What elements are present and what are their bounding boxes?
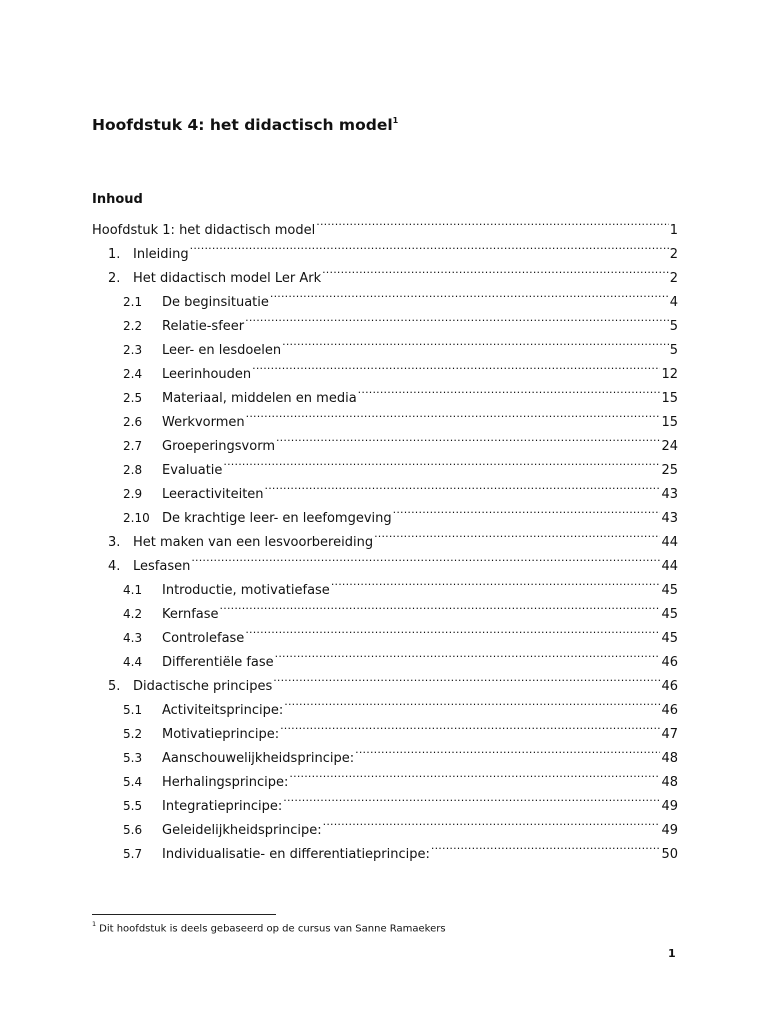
toc-entry-page[interactable]: 45	[661, 583, 678, 598]
toc-entry-number: 4.1	[123, 583, 143, 597]
toc-entry-title[interactable]: Leeractiviteiten	[162, 487, 264, 502]
toc-entry-title[interactable]: Geleidelijkheidsprincipe:	[162, 823, 322, 838]
toc-entry-page[interactable]: 1	[669, 223, 678, 238]
toc-dot-leader	[330, 570, 661, 594]
toc-entry-title[interactable]: De beginsituatie	[162, 295, 269, 310]
toc-entry-number: 2.4	[123, 367, 143, 381]
footnote-marker: 1	[92, 920, 97, 928]
toc-dot-leader	[281, 330, 669, 354]
toc-entry-number: 5.7	[123, 847, 143, 861]
toc-entry-title[interactable]: Leerinhouden	[162, 367, 252, 382]
toc-dot-leader	[275, 426, 660, 450]
toc-entry-page[interactable]: 45	[661, 631, 678, 646]
toc-dot-leader	[219, 594, 661, 618]
toc-entry-title[interactable]: Werkvormen	[162, 415, 245, 430]
toc-dot-leader	[322, 810, 661, 834]
toc-dot-leader	[251, 354, 660, 378]
toc-entry-title[interactable]: Aanschouwelijkheidsprincipe:	[162, 751, 355, 766]
toc-entry-number: 2.6	[123, 415, 143, 429]
toc-entry-page[interactable]: 44	[661, 535, 678, 550]
footnote-reference[interactable]: 1	[392, 115, 399, 125]
toc-entry-number: 2.2	[123, 319, 143, 333]
toc-entry-page[interactable]: 44	[661, 559, 678, 574]
page-title-text: Hoofdstuk 4: het didactisch model	[92, 116, 393, 134]
toc-entry-title[interactable]: Motivatieprincipe:	[162, 727, 280, 742]
toc-entry[interactable]	[92, 210, 678, 238]
toc-dot-leader	[354, 738, 660, 762]
toc-entry-title[interactable]: Hoofdstuk 1: het didactisch model	[92, 223, 316, 238]
toc-entry-page[interactable]: 43	[661, 511, 678, 526]
toc-entry-number: 5.3	[123, 751, 143, 765]
toc-entry-number: 2.8	[123, 463, 143, 477]
toc-entry-number: 4.2	[123, 607, 143, 621]
toc-entry-number: 4.	[108, 559, 121, 574]
page-number: 1	[668, 947, 676, 960]
toc-dot-leader	[189, 234, 669, 258]
toc-entry-page[interactable]: 2	[669, 247, 678, 262]
toc-entry-page[interactable]: 5	[669, 343, 678, 358]
table-of-contents	[92, 210, 678, 862]
footnote-separator	[92, 914, 276, 915]
footnote	[92, 921, 446, 934]
toc-dot-leader	[279, 714, 660, 738]
toc-entry-title[interactable]: Materiaal, middelen en media	[162, 391, 357, 406]
toc-entry-title[interactable]: Introductie, motivatiefase	[162, 583, 330, 598]
toc-entry-number: 2.9	[123, 487, 143, 501]
toc-dot-leader	[282, 786, 660, 810]
toc-entry-number: 5.4	[123, 775, 143, 789]
toc-entry-title[interactable]: Evaluatie	[162, 463, 223, 478]
toc-entry-title[interactable]: Herhalingsprincipe:	[162, 775, 289, 790]
toc-entry-page[interactable]: 48	[661, 775, 678, 790]
toc-dot-leader	[244, 306, 669, 330]
toc-entry-title[interactable]: Groeperingsvorm	[162, 439, 275, 454]
toc-dot-leader	[430, 834, 661, 858]
toc-dot-leader	[272, 666, 660, 690]
toc-entry-title[interactable]: Integratieprincipe:	[162, 799, 283, 814]
toc-entry-title[interactable]: Het maken van een lesvoorbereiding	[133, 535, 374, 550]
toc-dot-leader	[321, 258, 669, 282]
toc-dot-leader	[274, 642, 661, 666]
toc-entry-title[interactable]: Het didactisch model Ler Ark	[133, 271, 322, 286]
toc-entry-title[interactable]: Activiteitsprincipe:	[162, 703, 284, 718]
toc-entry-page[interactable]: 48	[661, 751, 678, 766]
toc-entry-number: 3.	[108, 535, 121, 550]
toc-entry-number: 5.6	[123, 823, 143, 837]
toc-entry-number: 2.3	[123, 343, 143, 357]
footnote-text: Dit hoofdstuk is deels gebaseerd op de cursus van Sanne Ramaekers	[99, 923, 446, 935]
toc-entry-title[interactable]: Inleiding	[133, 247, 189, 262]
toc-entry-number: 5.5	[123, 799, 143, 813]
toc-dot-leader	[288, 762, 660, 786]
toc-entry-page[interactable]: 45	[661, 607, 678, 622]
toc-entry-page[interactable]: 24	[661, 439, 678, 454]
toc-dot-leader	[245, 402, 661, 426]
toc-entry-number: 2.1	[123, 295, 143, 309]
toc-dot-leader	[190, 546, 660, 570]
toc-entry-page[interactable]: 15	[661, 415, 678, 430]
toc-entry-page[interactable]: 47	[661, 727, 678, 742]
toc-entry-page[interactable]: 2	[669, 271, 678, 286]
toc-entry-number: 4.3	[123, 631, 143, 645]
toc-dot-leader	[244, 618, 660, 642]
toc-entry-number: 2.	[108, 271, 121, 286]
toc-entry-number: 2.5	[123, 391, 143, 405]
toc-entry-page[interactable]: 49	[661, 823, 678, 838]
toc-entry-number: 5.2	[123, 727, 143, 741]
toc-entry-page[interactable]: 46	[661, 703, 678, 718]
toc-dot-leader	[222, 450, 660, 474]
toc-entry-title[interactable]: Kernfase	[162, 607, 219, 622]
toc-dot-leader	[392, 498, 661, 522]
toc-entry-title[interactable]: Lesfasen	[133, 559, 191, 574]
toc-entry-page[interactable]: 25	[661, 463, 678, 478]
toc-dot-leader	[357, 378, 661, 402]
toc-entry-page[interactable]: 43	[661, 487, 678, 502]
toc-dot-leader	[269, 282, 669, 306]
toc-dot-leader	[264, 474, 661, 498]
toc-entry-page[interactable]: 15	[661, 391, 678, 406]
toc-entry-title[interactable]: Differentiële fase	[162, 655, 274, 670]
toc-entry-page[interactable]: 4	[669, 295, 678, 310]
toc-entry-title[interactable]: Individualisatie- en differentiatieprincipe:	[162, 847, 430, 862]
toc-entry-title[interactable]: Relatie-sfeer	[162, 319, 245, 334]
toc-entry-page[interactable]: 46	[661, 679, 678, 694]
toc-entry-page[interactable]: 50	[661, 847, 678, 862]
toc-dot-leader	[315, 210, 668, 234]
toc-entry-page[interactable]: 49	[661, 799, 678, 814]
toc-heading: Inhoud	[92, 192, 143, 207]
toc-entry-number: 5.	[108, 679, 121, 694]
toc-dot-leader	[373, 522, 660, 546]
toc-entry-number: 4.4	[123, 655, 143, 669]
toc-dot-leader	[283, 690, 660, 714]
toc-entry-page[interactable]: 46	[661, 655, 678, 670]
toc-entry-number: 2.10	[123, 511, 150, 525]
toc-entry-number: 5.1	[123, 703, 143, 717]
toc-entry-number: 1.	[108, 247, 121, 262]
toc-entry-number: 2.7	[123, 439, 143, 453]
toc-entry-title[interactable]: Leer- en lesdoelen	[162, 343, 282, 358]
toc-entry-page[interactable]: 12	[661, 367, 678, 382]
toc-entry-title[interactable]: Controlefase	[162, 631, 245, 646]
toc-entry-title[interactable]: De krachtige leer- en leefomgeving	[162, 511, 392, 526]
page-title	[92, 116, 398, 134]
toc-entry-title[interactable]: Didactische principes	[133, 679, 273, 694]
toc-entry-page[interactable]: 5	[669, 319, 678, 334]
